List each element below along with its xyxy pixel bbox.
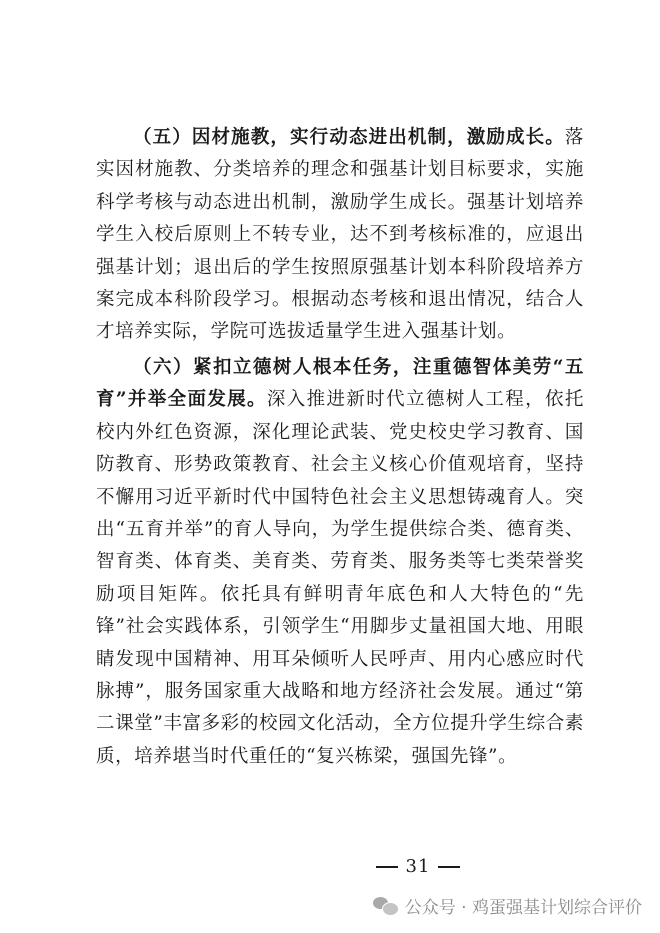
page-number [88, 856, 660, 877]
page-number-value: 31 [405, 856, 431, 877]
paragraph-5-heading: （五）因材施教，实行动态进出机制，激励成长。 [133, 127, 565, 148]
paragraph-5 [96, 122, 584, 349]
page-number-dash-left [376, 866, 398, 868]
paragraph-6-heading: （六）紧扣立德树人根本任务，注重德智体美劳“五育”并举全面发展。 [96, 357, 584, 411]
paragraph-5-body: 落实因材施教、分类培养的理念和强基计划目标要求，实施科学考核与动态进出机制，激励学生成长。强基计划培养学生入校后原则上不转专业，达不到考核标准的，应退出强基计划；退出后的学生按照原强基计划本科阶段培养方案完成本科阶段学习。根据动态考核和退出情况，结合人才培养实际，学院可选拔适量学生进入强基计划。 [96, 127, 584, 343]
watermark [373, 893, 642, 918]
paragraph-6-body: 深入推进新时代立德树人工程，依托校内外红色资源，深化理论武装、党史校史学习教育、国防教育、形势政策教育、社会主义核心价值观培育，坚持不懈用习近平新时代中国特色社会主义思想铸魂育人。突出“五育并举”的育人导向，为学生提供综合类、德育类、智育类、体育类、美育类、劳育类、服务类等七类荣誉奖励项目矩阵。依托具有鲜明青年底色和人大特色的“先锋”社会实践体系，引领学生“用脚步丈量祖国大地、用眼睛发现中国精神、用耳朵倾听人民呼声、用内心感应时代脉搏”，服务国家重大战略和地方经济社会发展。通过“第二课堂”丰富多彩的校园文化活动，全方位提升学生综合素质，培养堪当时代重任的“复兴栋梁，强国先锋”。 [96, 389, 584, 767]
wechat-icon [373, 895, 399, 917]
paragraph-6 [96, 352, 584, 773]
page-number-dash-right [438, 866, 460, 868]
watermark-text: 公众号 · 鸡蛋强基计划综合评价 [404, 898, 642, 918]
